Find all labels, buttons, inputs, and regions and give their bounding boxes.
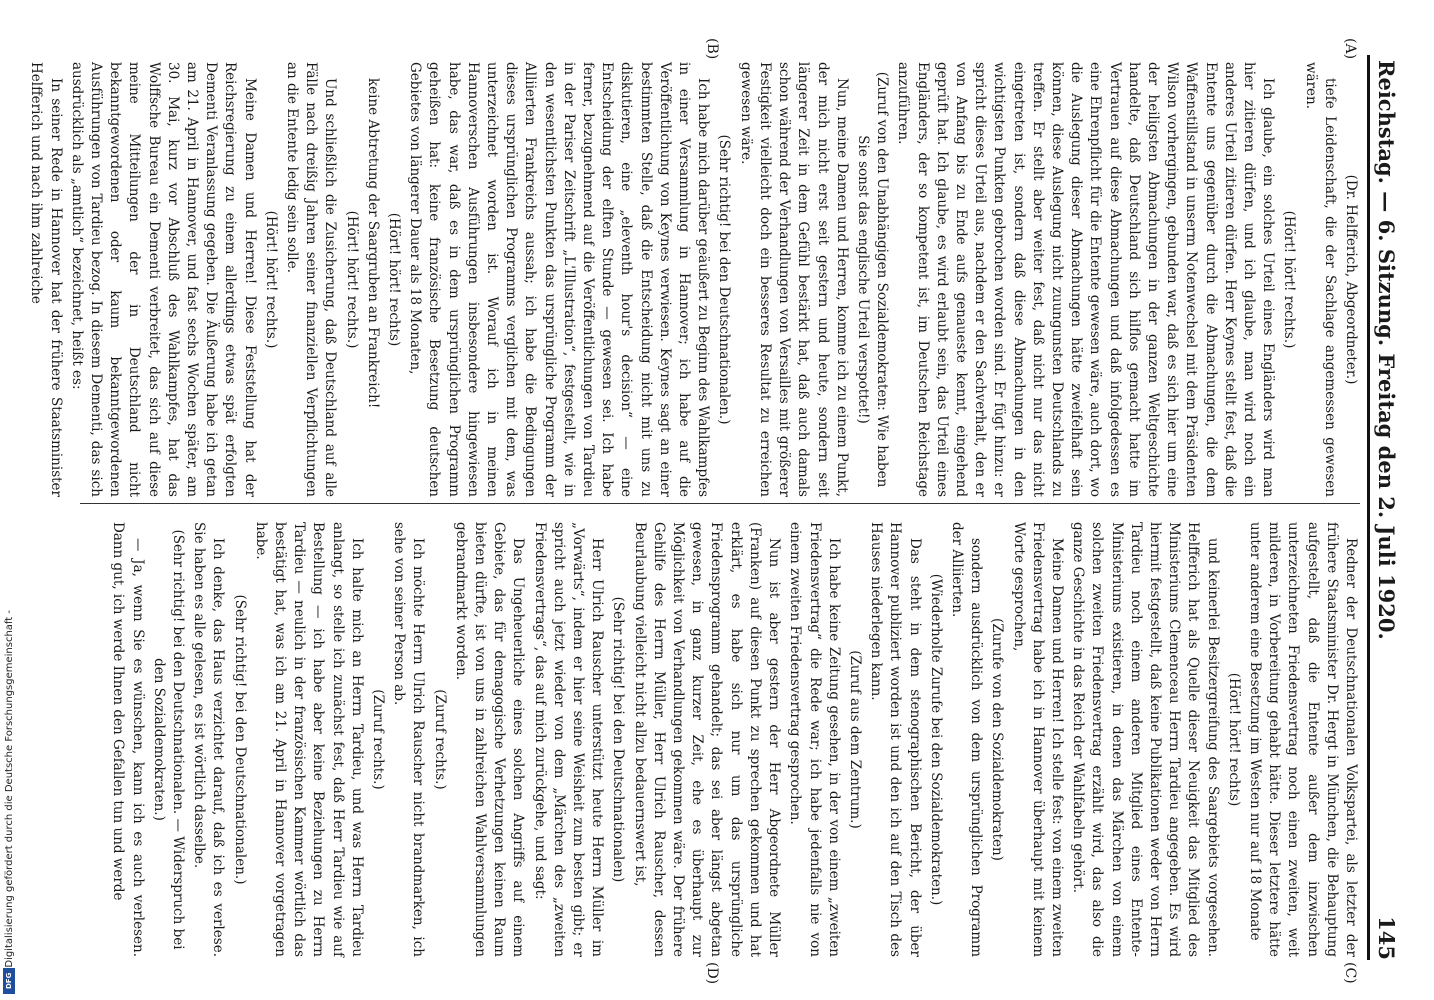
column-divider (80, 503, 1360, 504)
paragraph: (Zuruf von den Unabhängigen Sozialdemokraten: Wie haben Sie sonst das englische Urteil verspottet!) (854, 71, 891, 488)
right-column (106, 522, 1360, 957)
paragraph: (Sehr richtig! bei den Deutschnationalen) (610, 596, 627, 883)
paragraph: (Zuruf aus dem Zentrum.) (846, 650, 863, 829)
paragraph: Und schließlich die Zusicherung, daß Deutschland auf alle Fälle nach dreißig Jahren seiner finanziellen Verpflichtungen an die Entente ledig sein solle. (284, 62, 339, 497)
paragraph: Nun, meine Damen und Herren, komme ich zu einem Punkt, der mich nicht erst seit gestern und heute, sondern seit längerer Zeit in dem Gefühl bestärkt hat, daß auch damals schon während der Verhandlungen von Versailles mit größerer Festigkeit vielleicht doch ein besseres Resultat zu erreichen gewesen wäre. (737, 62, 850, 497)
paragraph: In seiner Rede in Hannover hat der frühere Staatsminister Helfferich und nach ihm zahlreiche (28, 62, 64, 497)
paragraph: (Dr. Helfferich, Abgeordneter.) (1343, 174, 1359, 385)
paragraph: Meine Damen und Herren! Diese Feststellung hat der Reichsregierung zu einem allerdings etwas spät erfolgten Dementi Veranlassung gegeben. Die Äußerung habe ich getan am 21. April in Hannover, und fast sechs Wochen später, am 30. Mai, kurz vor Abschluß des Wahlkampfes, hat das Wolffsche Bureau ein Dementi verbreitet, das sich auf diese meine Mitteilungen der in Deutschland nicht bekanntgewordenen oder kaum bekanntgewordenen Ausführungen von Tardieu bezog. In diesem Dementi, das sich ausdrücklich als „amtlich“ bezeichnet, heißt es: (68, 62, 258, 497)
left-column (24, 62, 1360, 497)
margin-mark-b: (B) (704, 38, 720, 60)
paragraph: (Hört! hört! rechts) (386, 212, 403, 347)
paragraph: Redner der Deutschnationalen Volkspartei, als letzter der frühere Staatsminister Dr. Hergt in München, die Behauptung aufgestellt, daß die Entente außer dem inzwischen unterzeichneten Friedensvertrag noch einen zweiten, weit milderen, in Vorbereitung gehabt hätte. Dieser letztere hätte unter anderem eine Besetzung im Westen nur auf 18 Monate (1246, 522, 1359, 957)
paragraph: (Hört! hört! rechts.) (1281, 210, 1298, 349)
paragraph: Ich halte mich an Herrn Tardieu, und was Herrn Tardieu anlangt, so stelle ich zunächst fest, daß Herr Tardieu wie auf Bestellung — ich habe aber keine Beziehungen zu Herrn Tardieu — neulich in der französischen Kammer wörtlich das bestätigt hat, was ich am 21. April in Hannover vorgetragen habe. (252, 522, 365, 957)
paragraph: Das Ungeheuerliche eines solchen Angriffs auf einem Gebiete, das für demagogische Verhetzungen keinen Raum bieten dürfte, ist von uns in zahlreichen Wahlversammlungen gebrandmarkt worden. (452, 522, 527, 957)
rotated-sheet (20, 0, 1420, 1000)
paragraph: tiefe Leidenschaft, die der Sachlage angemessen gewesen wären. (1302, 62, 1338, 497)
margin-mark-d: (D) (704, 962, 720, 985)
paragraph: (Sehr richtig! bei den Deutschnationalen.) (231, 594, 248, 885)
paragraph: (Sehr richtig! bei den Deutschnationalen.) (716, 134, 733, 425)
page-number: 145 (1374, 916, 1400, 960)
paragraph: — Ja, wenn Sie es wünschen, kann ich es auch verlesen. Dann gut, ich werde Ihnen den Gefallen tun und werde (110, 522, 146, 957)
paragraph: Ich habe mich darüber geäußert zu Beginn des Wahlkampfes in einer Versammlung in Hannover; ich habe auf die Veröffentlichung von Keynes verwiesen. Keynes sagt an einer bestimmten Stelle, daß die Entscheidung nicht mit uns zu diskutieren, eine „eleventh hour's decision“ — eine Entscheidung der elften Stunde — gewesen sei. Ich habe ferner, bezugnehmend auf die Veröffentlichungen von Tardieu in der Pariser Zeitschrift „L'Illustration“, festgestellt, wie in den wesentlichsten Punkten das ursprüngliche Programm der Alliierten Frankreichs aussah; ich habe die Bedingungen dieses ursprünglichen Programms verglichen mit dem, was unterzeichnet worden ist. Worauf ich in meinen Hannoverschen Ausführungen insbesondere hingewiesen habe, das war, daß es in dem ursprünglichen Programm geheißen hat: keine französische Besetzung deutschen Gebietes von längerer Dauer als 18 Monaten, (407, 62, 712, 497)
paragraph: sondern ausdrücklich von dem ursprünglichen Programm der Alliierten. (948, 522, 985, 957)
paragraph: (Zuruf rechts.) (370, 689, 387, 790)
paragraph: (Wiederholte Zurufe bei den Sozialdemokraten.) (927, 573, 944, 906)
paragraph: Ich glaube, ein solches Urteil eines Engländers wird man hier zitieren dürfen, und ich glaube, man wird noch ein anderes Urteil zitieren dürfen. Herr Keynes stellt fest, daß die Entente uns gegenüber durch die Abmachungen, die dem Waffenstillstand in unserm Notenwechsel mit dem Präsidenten Wilson vorhergingen, gebunden war, daß es sich hier um eine der heiligsten Abmachungen in der ganzen Weltgeschichte handelte, daß Deutschland sich hilflos gemacht hatte im Vertrauen auf diese Abmachungen und daß infolgedessen es eine Ehrenpflicht für die Entente gewesen wäre, auch dort, wo die Auslegung dieser Abmachungen hätte zweifelhaft sein können, diese Auslegung nicht zuungunsten Deutschlands zu treffen. Er stellt aber weiter fest, daß nicht nur das nicht eingetreten ist, sondern daß diese Abmachungen in den wichtigsten Punkten gebrochen worden sind. Er fügt hinzu: er spricht dieses Urteil aus, nachdem er den Sachverhalt, den er von Anfang bis zu Ende aufs genaueste kennt, eingehend geprüft hat. Ich glaube, es wird erlaubt sein, das Urteil eines Engländers, der so kompetent ist, im Deutschen Reichstage anzuführen. (895, 62, 1277, 497)
paragraph: Herr Ulrich Rauscher unterstützt heute Herrn Müller im „Vorwärts“, indem er hier seine Weisheit zum besten gibt; er spricht auch jetzt wieder von dem „Märchen des „zweiten Friedensvertrags“, das auf mich zurückgehe, und sagt: (531, 522, 606, 957)
paragraph: (Hört! hört! rechts.) (343, 210, 360, 349)
paragraph: Ich möchte Herrn Ulrich Rauscher nicht brandmarken, ich sehe von seiner Person ab. (391, 522, 427, 957)
dfg-logo: DFG (3, 968, 15, 994)
paragraph: Ich habe keine Zeitung gesehen, in der von einem „zweiten Friedensvertrag“ die Rede war; ich habe jedenfalls nie von einem zweiten Friedensvertrag gesprochen. (787, 522, 842, 957)
page-header (1372, 60, 1402, 960)
paragraph: Nun ist aber gestern der Herr Abgeordnete Müller (Franken) auf diesen Punkt zu sprechen gekommen und hat erklärt, es habe sich nur um das ursprüngliche Friedensprogramm gehandelt; das sei aber längst abgetan gewesen, in ganz kurzer Zeit, ehe es überhaupt zur Möglichkeit von Verhandlungen gekommen wäre. Der frühere Gehilfe des Herrn Müller, Herr Ulrich Rauscher, dessen Beurlaubung vielleicht nicht allzu bedauernswert ist, (631, 522, 783, 957)
header-title: Reichstag. — 6. Sitzung. Freitag den 2. Juli 1920. (1374, 60, 1400, 640)
header-rule (1367, 55, 1370, 960)
paragraph: (Hört! hört! rechts.) (262, 210, 279, 349)
margin-mark-c: (C) (1342, 962, 1358, 984)
digitization-credit: Digitalisierung gefördert durch die Deutsche Forschungsgemeinschaft - (4, 610, 15, 968)
paragraph: Meine Damen und Herren! Ich stelle fest: von einem zweiten Friedensvertrag habe ich in Hannover überhaupt mit keinem Worte gesprochen, (1010, 522, 1065, 957)
paragraph: Das steht in dem stenographischen Bericht, der über Hannover publiziert worden ist und den ich auf den Tisch des Hauses niederlegen kann. (868, 522, 923, 957)
paragraph: (Hört! hört! rechts) (1225, 672, 1242, 807)
paragraph: Ich denke, das Haus verzichtet darauf, daß ich es verlese. Sie haben es alle gelesen, es ist wörtlich dasselbe. (191, 522, 227, 957)
margin-mark-a: (A) (1342, 38, 1358, 60)
paragraph: keine Abtretung der Saargruben an Frankreich! (364, 78, 381, 409)
paragraph: (Sehr richtig! bei den Deutschnationalen. — Widerspruch bei den Sozialdemokraten.) (150, 529, 187, 950)
paragraph: und keinerlei Besitzergreifung des Saargebiets vorgesehen. Helfferich hat als Quelle dieser Neuigkeit das Mitglied des Ministeriums Clemenceau Herrn Tardieu angegeben. Es wird hiermit festgestellt, daß keine Publikationen weder von Herrn Tardieu noch einem anderen Mitglied eines Entente-Ministeriums existieren, in denen das Märchen von einem solchen zweiten Friedensvertrag erzählt wird, das also die ganze Geschichte in das Reich der Wahlfabeln gehört. (1070, 522, 1221, 957)
paragraph: (Zuruf rechts.) (431, 689, 448, 790)
paragraph: (Zurufe von den Sozialdemokraten) (989, 618, 1006, 861)
